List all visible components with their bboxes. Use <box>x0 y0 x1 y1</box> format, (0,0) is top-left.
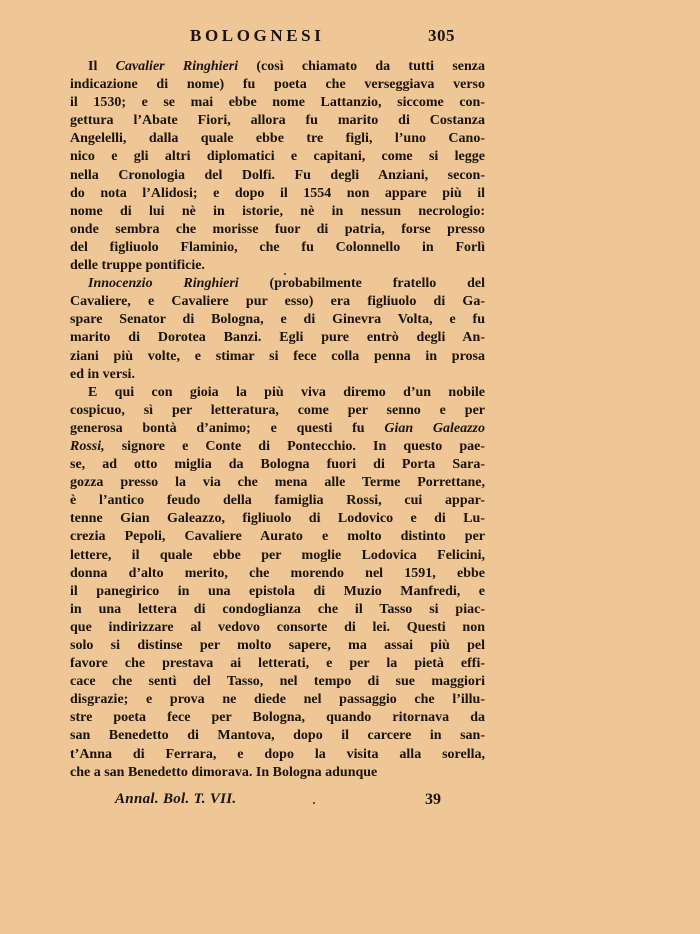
paragraph <box>70 58 485 275</box>
text-line <box>70 221 485 239</box>
text-line <box>70 329 485 347</box>
text-line <box>70 456 485 474</box>
text-run: disgrazie; e prova ne diede nel passaggio che l’illu- <box>70 692 485 708</box>
italic-name: Innocenzio Ringhieri <box>88 276 239 292</box>
text-line <box>70 148 485 166</box>
text-line <box>70 94 485 112</box>
paragraph <box>70 384 485 782</box>
text-run: san Benedetto di Mantova, dopo il carcere in san- <box>70 728 485 744</box>
text-run: se, ad otto miglia da Bologna fuori di Porta Sara- <box>70 457 485 473</box>
text-run: il panegirico in una epistola di Muzio Manfredi, e <box>70 583 485 599</box>
text-run: che a san Benedetto dimorava. In Bologna adunque <box>70 764 378 780</box>
text-line <box>70 510 485 528</box>
signature-mark: Annal. Bol. T. VII. <box>115 791 237 807</box>
text-run: tenne Gian Galeazzo, figliuolo di Lodovico e di Lu- <box>70 511 485 527</box>
text-line <box>70 565 485 583</box>
italic-name: Gian Galeazzo <box>384 420 485 436</box>
text-run: crezia Pepoli, Cavaliere Aurato e molto distinto per <box>70 529 485 545</box>
text-line <box>70 420 485 438</box>
text-line <box>70 203 485 221</box>
text-run: generosa bontà d’animo; e questi fu <box>70 420 385 436</box>
text-line <box>70 311 485 329</box>
text-line <box>70 384 485 402</box>
text-line <box>70 348 485 366</box>
text-line <box>70 764 485 782</box>
page-footer <box>0 791 700 813</box>
text-line <box>70 601 485 619</box>
text-line <box>70 547 485 565</box>
text-line <box>70 438 485 456</box>
text-run: gettura l’Abate Fiori, allora fu marito di Costanza <box>70 113 485 129</box>
text-run: cace che sentì del Tasso, nel tempo di sue maggiori <box>70 674 485 690</box>
text-run: indicazione di nome) fu poeta che verseggiava verso <box>70 77 485 93</box>
text-run: Cavaliere, e Cavaliere pur esso) era figliuolo di Ga- <box>70 294 485 310</box>
signature-number: 39 <box>425 791 441 808</box>
text-run: que indirizzare al vedovo consorte di lei. Questi non <box>70 619 485 635</box>
text-run: marito di Dorotea Banzi. Egli pure entrò degli An- <box>70 330 485 346</box>
text-run: ed in versi. <box>70 366 135 382</box>
page-number: 305 <box>428 26 455 45</box>
text-line <box>70 583 485 601</box>
italic-name: Rossi, <box>70 438 105 454</box>
text-run: favore che prestava ai letterati, e per la pietà effi- <box>70 656 485 672</box>
text-line <box>70 239 485 257</box>
ink-speck <box>284 273 286 275</box>
text-line <box>70 76 485 94</box>
text-line <box>70 402 485 420</box>
text-run: del figliuolo Flaminio, che fu Colonnello in Forlì <box>70 239 485 255</box>
text-line <box>70 528 485 546</box>
text-line <box>70 474 485 492</box>
text-line <box>70 691 485 709</box>
text-line <box>70 655 485 673</box>
running-head-title: BOLOGNESI <box>190 26 325 45</box>
ink-speck <box>313 802 315 804</box>
text-line <box>70 112 485 130</box>
text-line <box>70 293 485 311</box>
text-run: spare Senator di Bologna, e di Ginevra Volta, e fu <box>70 312 485 328</box>
text-run: lettere, il quale ebbe per moglie Lodovica Felicini, <box>70 547 485 563</box>
text-run: do nota l’Alidosi; e dopo il 1554 non appare più il <box>70 185 485 201</box>
text-run: solo si distinse per molto sapere, ma assai più pel <box>70 638 485 653</box>
running-head <box>0 26 700 50</box>
text-run: Il <box>88 59 116 74</box>
text-line <box>70 366 485 384</box>
text-run: E qui con gioia la più viva diremo d’un nobile <box>88 384 485 400</box>
text-run: il 1530; e se mai ebbe nome Lattanzio, siccome con- <box>70 95 485 111</box>
text-run: t’Anna di Ferrara, e dopo la visita alla sorella, <box>70 746 485 762</box>
text-run: nella Cronologia del Dolfi. Fu degli Anziani, secon- <box>70 167 485 183</box>
text-line <box>70 257 485 275</box>
text-run: in una lettera di condoglianza che il Tasso si piac- <box>70 601 485 617</box>
text-line <box>70 727 485 745</box>
text-line <box>70 492 485 510</box>
text-line <box>70 275 485 293</box>
text-run: ziani più volte, e stimar si fece colla penna in prosa <box>70 348 485 364</box>
paragraph <box>70 275 485 384</box>
text-line <box>70 130 485 148</box>
text-run: nome di lui nè in istorie, nè in nessun necrologio: <box>70 203 485 219</box>
text-run: delle truppe pontificie. <box>70 258 205 274</box>
text-run: donna d’alto merito, che morendo nel 1591, ebbe <box>70 565 485 581</box>
text-run: signore e Conte di Pontecchio. In questo pae- <box>104 438 485 454</box>
text-line <box>70 746 485 764</box>
body-text <box>70 58 485 782</box>
text-run: nico e gli altri diplomatici e capitani, come si legge <box>70 149 485 165</box>
text-run: Angelelli, dalla quale ebbe tre figli, l’uno Cano- <box>70 131 485 147</box>
text-line <box>70 185 485 203</box>
text-run: cospicuo, sì per letteratura, come per senno e per <box>70 402 485 418</box>
text-line <box>70 637 485 655</box>
text-line <box>70 709 485 727</box>
text-run: onde sembra che morisse fuor di patria, forse presso <box>70 221 485 237</box>
text-run: è l’antico feudo della famiglia Rossi, cui appar- <box>70 493 485 509</box>
text-line <box>70 58 485 76</box>
text-run: stre poeta fece per Bologna, quando ritornava da <box>70 710 485 726</box>
text-run: (così chiamato da tutti senza <box>238 59 486 74</box>
italic-name: Cavalier Ringhieri <box>115 59 239 74</box>
text-line <box>70 619 485 637</box>
text-line <box>70 167 485 185</box>
text-line <box>70 673 485 691</box>
text-run: gozza presso la via che mena alle Terme Porrettane, <box>70 475 485 491</box>
text-run: (probabilmente fratello del <box>238 276 485 292</box>
